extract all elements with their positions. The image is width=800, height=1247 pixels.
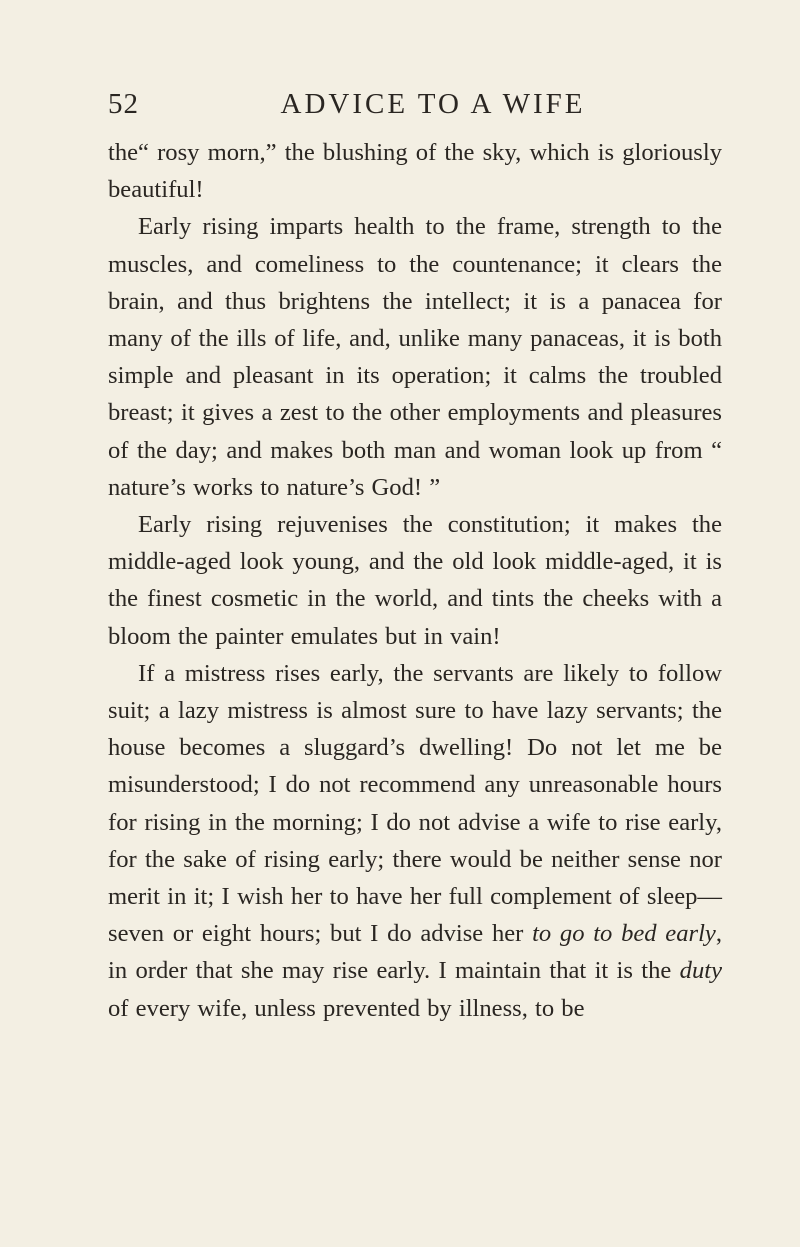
paragraph-4-italic-phrase: to go to bed early	[532, 920, 716, 948]
paragraph-4	[108, 655, 722, 1027]
paragraph-3: Early rising rejuvenises the constitution; it makes the middle-aged look young, and the old look middle-aged, it is the finest cosmetic in the world, and tints the cheeks with a bloom the painter emulates but in vain!	[108, 511, 722, 650]
running-title: ADVICE TO A WIFE	[280, 88, 586, 120]
paragraph-2: Early rising imparts health to the frame, strength to the muscles, and comeliness to the countenance; it clears the brain, and thus brightens the intellect; it is a panacea for many of the ills of life, and, unlike many panaceas, it is both simple and pleasant in its operation; it calms the troubled breast; it gives a zest to the other employments and pleasures of the day; and makes both man and woman look up from “ nature’s works to nature’s God! ”	[108, 213, 722, 501]
body-text	[108, 134, 722, 1027]
running-head	[108, 88, 718, 128]
paragraph-4-text-a: If a mistress rises early, the servants are likely to follow suit; a lazy mistress is almost sure to have lazy servants; the house becomes a sluggard’s dwelling! Do not let me be misunderstood; I do not recommend any unreasonable hours for rising in the morning; I do not advise a wife to rise early, for the sake of rising early; there would be neither sense nor merit in it; I wish her to have her full complement of sleep—seven or eight hours; but I do advise her	[108, 659, 722, 948]
paragraph-1: the“ rosy morn,” the blushing of the sky, which is gloriously beautiful!	[108, 139, 722, 204]
page-number: 52	[108, 88, 139, 120]
paragraph-4-text-b: , in order that she may rise early. I maintain that it is the	[108, 920, 722, 985]
paragraph-4-text-c: of every wife, unless prevented by illness, to be	[108, 994, 585, 1022]
paragraph-4-italic-duty: duty	[679, 957, 722, 985]
